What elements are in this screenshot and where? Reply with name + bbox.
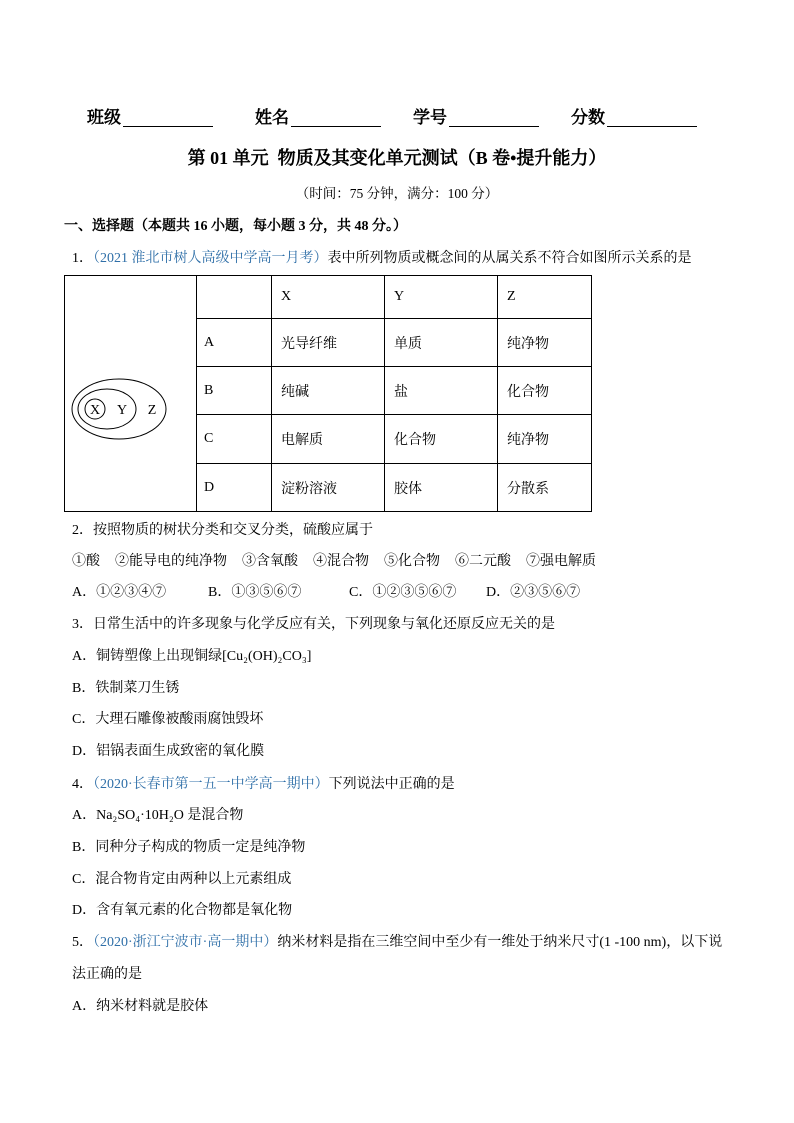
diagram-label-x: X xyxy=(89,403,101,418)
option-a: A．①②③④⑦ xyxy=(72,585,167,600)
question-number: 1． xyxy=(72,251,93,266)
exam-info: （时间：75 分钟，满分：100 分） xyxy=(295,186,499,201)
cell-x: 纯碱 xyxy=(272,367,385,415)
question-5-stem-continued: 法正确的是 xyxy=(72,967,142,982)
question-number: 2． xyxy=(72,523,93,538)
cell-y: 化合物 xyxy=(385,415,498,464)
cell-z: 纯净物 xyxy=(498,415,592,464)
class-field xyxy=(87,106,213,130)
class-label: 班级 xyxy=(87,108,121,127)
option-d: D．含有氧元素的化合物都是氧化物 xyxy=(72,903,293,918)
option-a: A．纳米材料就是胶体 xyxy=(72,999,209,1014)
question-3-stem xyxy=(72,614,555,636)
table-header-row xyxy=(65,276,592,319)
name-blank xyxy=(291,108,381,127)
option-a: A．Na₂SO₄·10H₂O 是混合物 xyxy=(72,808,244,823)
question-1-stem xyxy=(72,248,692,270)
student-id-field xyxy=(413,106,539,130)
list-item: ③含氧酸 xyxy=(242,554,298,569)
student-id-blank xyxy=(449,108,539,127)
list-item: ⑥二元酸 xyxy=(455,554,511,569)
cell-x: 电解质 xyxy=(272,415,385,464)
cell-z: 分散系 xyxy=(498,464,592,512)
list-item: ⑦强电解质 xyxy=(526,554,596,569)
option-c: C．①②③⑤⑥⑦ xyxy=(349,585,457,600)
diagram-label-z: Z xyxy=(147,403,157,418)
option-c: C．混合物肯定由两种以上元素组成 xyxy=(72,872,292,887)
option-d: D．②③⑤⑥⑦ xyxy=(486,585,581,600)
question-number: 4． xyxy=(72,777,93,792)
cell-z: 化合物 xyxy=(498,367,592,415)
question-text: 表中所列物质或概念间的从属关系不符合如图所示关系的是 xyxy=(327,251,692,266)
question-text: 下列说法中正确的是 xyxy=(328,777,455,792)
option-a: A．铜铸塑像上出现铜绿[Cu₂(OH)₂CO₃] xyxy=(72,649,312,664)
name-label: 姓名 xyxy=(255,108,289,127)
question-source: （2020·浙江宁波市·高一期中） xyxy=(93,935,278,950)
list-item: ⑤化合物 xyxy=(384,554,440,569)
question-4-stem xyxy=(72,774,455,796)
list-item: ④混合物 xyxy=(313,554,369,569)
header-cell-empty xyxy=(197,276,272,319)
question-2-stem xyxy=(72,520,373,542)
question-text: 日常生活中的许多现象与化学反应有关，下列现象与氧化还原反应无关的是 xyxy=(93,617,555,632)
option-b: B．①③⑤⑥⑦ xyxy=(208,585,302,600)
cell-y: 单质 xyxy=(385,319,498,367)
student-id-label: 学号 xyxy=(413,108,447,127)
header-cell-y: Y xyxy=(385,276,498,319)
cell-x: 淀粉溶液 xyxy=(272,464,385,512)
question-2-options xyxy=(0,582,794,604)
option-d: D．铝锅表面生成致密的氧化膜 xyxy=(72,744,265,759)
cell-y: 盐 xyxy=(385,367,498,415)
cell-z: 纯净物 xyxy=(498,319,592,367)
question-text: 纳米材料是指在三维空间中至少有一维处于纳米尺寸(1 -100 nm)，以下说 xyxy=(277,935,723,950)
score-field xyxy=(571,106,697,130)
question-text: 按照物质的树状分类和交叉分类，硫酸应属于 xyxy=(93,523,373,538)
row-label-cell: A xyxy=(197,319,272,367)
question-5-stem xyxy=(72,932,722,954)
option-b: B．同种分子构成的物质一定是纯净物 xyxy=(72,840,306,855)
diagram-label-y: Y xyxy=(116,403,128,418)
diagram-cell xyxy=(65,276,197,512)
class-blank xyxy=(123,108,213,127)
question-source: （2021 淮北市树人高级中学高一月考） xyxy=(93,251,328,266)
question-2-items xyxy=(72,551,596,573)
row-label-cell: D xyxy=(197,464,272,512)
header-cell-z: Z xyxy=(498,276,592,319)
score-blank xyxy=(607,108,697,127)
row-label-cell: B xyxy=(197,367,272,415)
section-heading: 一、选择题（本题共 16 小题，每小题 3 分，共 48 分。） xyxy=(64,219,407,234)
cell-x: 光导纤维 xyxy=(272,319,385,367)
row-label-cell: C xyxy=(197,415,272,464)
cell-y: 胶体 xyxy=(385,464,498,512)
question-number: 3． xyxy=(72,617,93,632)
question-1-table xyxy=(64,275,592,512)
option-c: C．大理石雕像被酸雨腐蚀毁坏 xyxy=(72,712,264,727)
name-field xyxy=(255,106,381,130)
list-item: ②能导电的纯净物 xyxy=(115,554,227,569)
list-item: ①酸 xyxy=(72,554,100,569)
option-b: B．铁制菜刀生锈 xyxy=(72,681,180,696)
score-label: 分数 xyxy=(571,108,605,127)
header-cell-x: X xyxy=(272,276,385,319)
question-number: 5． xyxy=(72,935,93,950)
page-title: 第 01 单元 物质及其变化单元测试（B 卷•提升能力） xyxy=(187,148,607,168)
question-source: （2020·长春市第一五一中学高一期中） xyxy=(93,777,329,792)
